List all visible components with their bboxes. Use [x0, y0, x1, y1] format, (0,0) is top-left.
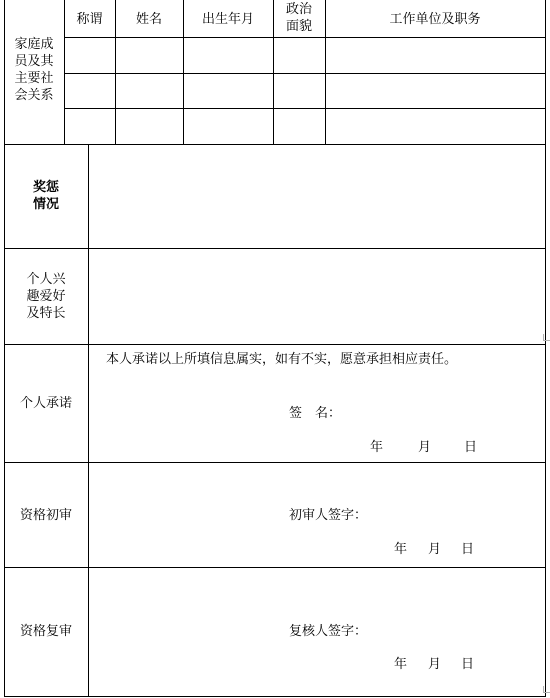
hobbies-label-line-2: 趣爱好 [26, 289, 66, 304]
cell-political-1[interactable] [273, 38, 325, 73]
border-left [4, 0, 5, 697]
pledge-statement: 本人承诺以上所填信息属实，如有不实，愿意承担相应责任。 [106, 352, 458, 367]
hobbies-field[interactable] [89, 249, 545, 344]
hobbies-label-line-3: 及特长 [26, 306, 66, 321]
header-political-line-2: 面貌 [285, 19, 312, 34]
section-rule-first-review [4, 462, 546, 463]
border-right [545, 0, 546, 697]
first-review-month: 月 [428, 542, 442, 557]
family-row-3 [64, 109, 545, 144]
section-rule-second-review [4, 567, 546, 568]
family-section-label [4, 36, 64, 104]
first-review-signer-label: 初审人签字： [289, 508, 368, 523]
first-review-year: 年 [394, 542, 408, 557]
first-review-signature-field[interactable] [370, 504, 520, 526]
second-review-month: 月 [428, 657, 442, 672]
cell-birth-3[interactable] [183, 109, 273, 144]
pledge-day: 日 [464, 440, 478, 455]
cell-political-2[interactable] [273, 74, 325, 108]
cell-relation-3[interactable] [64, 109, 115, 144]
cell-birth-2[interactable] [183, 74, 273, 108]
header-relation: 称谓 [76, 12, 103, 27]
header-name: 姓名 [135, 12, 162, 27]
awards-label [4, 179, 88, 213]
crop-mark-top [543, 334, 550, 341]
second-review-signature-field[interactable] [370, 620, 520, 642]
hobbies-label-line-1: 个人兴 [26, 272, 66, 287]
header-workplace: 工作单位及职务 [389, 12, 481, 27]
cell-relation-1[interactable] [64, 38, 115, 73]
family-label-line-2: 员及其 [14, 54, 54, 69]
cell-workplace-2[interactable] [325, 74, 545, 108]
second-review-label: 资格复审 [19, 624, 72, 639]
pledge-signature-field[interactable] [352, 402, 502, 424]
crop-mark-bottom [543, 686, 550, 693]
hobbies-label [4, 271, 88, 322]
awards-field[interactable] [89, 145, 545, 248]
cell-name-3[interactable] [115, 109, 183, 144]
pledge-signature-label: 签 名： [289, 406, 342, 421]
section-rule-pledge [4, 344, 546, 345]
first-review-label: 资格初审 [19, 508, 72, 523]
border-bottom [4, 696, 546, 697]
cell-political-3[interactable] [273, 109, 325, 144]
second-review-signer-label: 复核人签字： [289, 624, 368, 639]
family-row-2 [64, 74, 545, 108]
family-label-line-3: 主要社 [14, 71, 54, 86]
cell-relation-2[interactable] [64, 74, 115, 108]
second-review-day: 日 [461, 657, 475, 672]
cell-name-2[interactable] [115, 74, 183, 108]
cell-workplace-3[interactable] [325, 109, 545, 144]
cell-name-1[interactable] [115, 38, 183, 73]
header-birth: 出生年月 [201, 12, 254, 27]
family-row-1 [64, 38, 545, 73]
family-label-line-1: 家庭成 [14, 37, 54, 52]
header-political-line-1: 政治 [285, 2, 312, 17]
awards-label-line-2: 情况 [32, 197, 59, 212]
cell-workplace-1[interactable] [325, 38, 545, 73]
family-label-line-4: 会关系 [14, 88, 54, 103]
cell-birth-1[interactable] [183, 38, 273, 73]
first-review-day: 日 [461, 542, 475, 557]
pledge-month: 月 [418, 440, 432, 455]
pledge-year: 年 [370, 440, 384, 455]
awards-label-line-1: 奖惩 [32, 180, 59, 195]
pledge-label: 个人承诺 [19, 396, 72, 411]
second-review-year: 年 [394, 657, 408, 672]
header-political [273, 1, 325, 35]
